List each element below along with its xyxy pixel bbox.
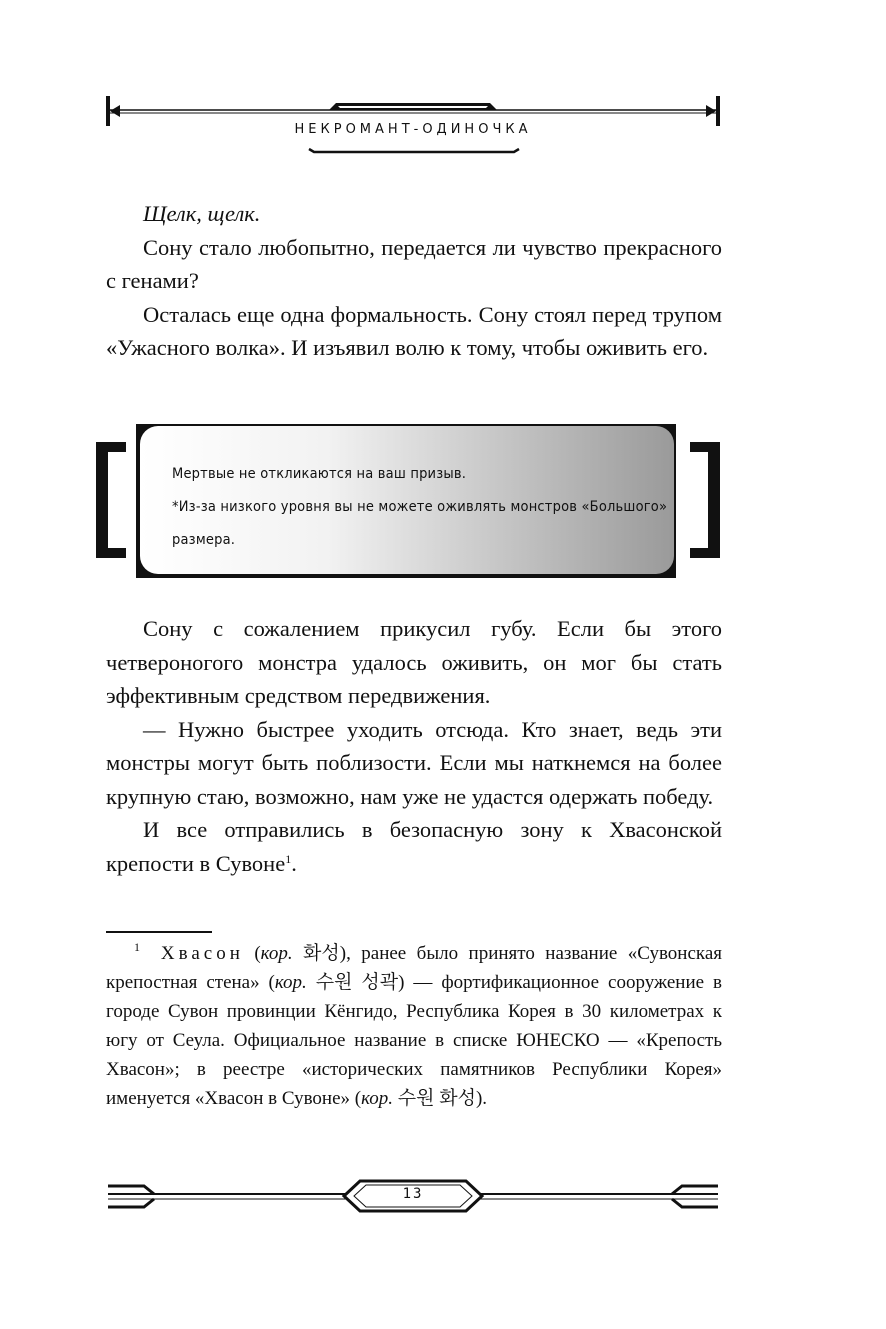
system-message-box xyxy=(94,422,722,582)
footnote-marker: 1 xyxy=(134,940,140,954)
page-number: 13 xyxy=(402,1186,424,1202)
paragraph-text: И все отправились в безопасную зону к Хвасонской крепости в Сувоне xyxy=(106,817,722,876)
body-text-top xyxy=(106,197,722,365)
running-title: НЕКРОМАНТ-ОДИНОЧКА xyxy=(294,122,532,137)
footnote-text: $^1$ Хвасон (кор. 화성), ранее было принято название «Сувонская крепостная стена» (кор. 수원 성곽) — фортификационное сооружение в городе Сувон провинции Кёнгидо, Республика Корея в 30 километрах к югу от Сеула. Официальное название в списке ЮНЕСКО — «Крепость Хвасон»; в реестре «исторических памятников Республики Корея» именуется «Хвасон в Сувоне» (кор. 수원 화성). xyxy=(106,940,723,1109)
system-message-text xyxy=(172,458,672,557)
footnote-abbr: кор. xyxy=(260,943,293,964)
footnote-abbr: кор. xyxy=(274,972,307,993)
paragraph: — Нужно быстрее уходить отсюда. Кто знает, ведь эти монстры могут быть поблизости. Если мы наткнемся на более крупную стаю, возможно, нам уже не удастся одержать победу. xyxy=(106,716,722,809)
korean-text: 수원 화성 xyxy=(397,1088,476,1109)
footnote xyxy=(106,939,722,1113)
paragraph: Сону с сожалением прикусил губу. Если бы этого четвероногого монстра удалось оживить, он мог бы стать эффективным средством передвижения. xyxy=(106,616,722,708)
paragraph: И все отправились в безопасную зону к Хвасонской крепости в Сувоне$^1$. xyxy=(106,817,722,876)
system-message-line: размера. xyxy=(172,532,236,548)
body-text-bottom xyxy=(106,612,722,880)
system-message-line: *Из-за низкого уровня вы не можете оживлять монстров «Большого» xyxy=(172,499,668,515)
footnote-term: Хвасон xyxy=(160,943,244,964)
paragraph: Сону стало любопытно, передается ли чувство прекрасного с генами? xyxy=(106,234,722,293)
paragraph: Осталась еще одна формальность. Сону стоял перед трупом «Ужасного волка». И изъявил волю к тому, чтобы оживить его. xyxy=(106,301,722,360)
paragraph: Щелк, щелк. xyxy=(143,201,261,226)
korean-text: 수원 성곽 xyxy=(315,972,399,993)
korean-text: 화성 xyxy=(303,943,340,964)
system-message-line: Мертвые не откликаются на ваш призыв. xyxy=(172,466,467,482)
footnote-abbr: кор. xyxy=(361,1088,394,1109)
footnote-reference: 1 xyxy=(285,851,292,866)
footnote-separator xyxy=(106,931,212,933)
